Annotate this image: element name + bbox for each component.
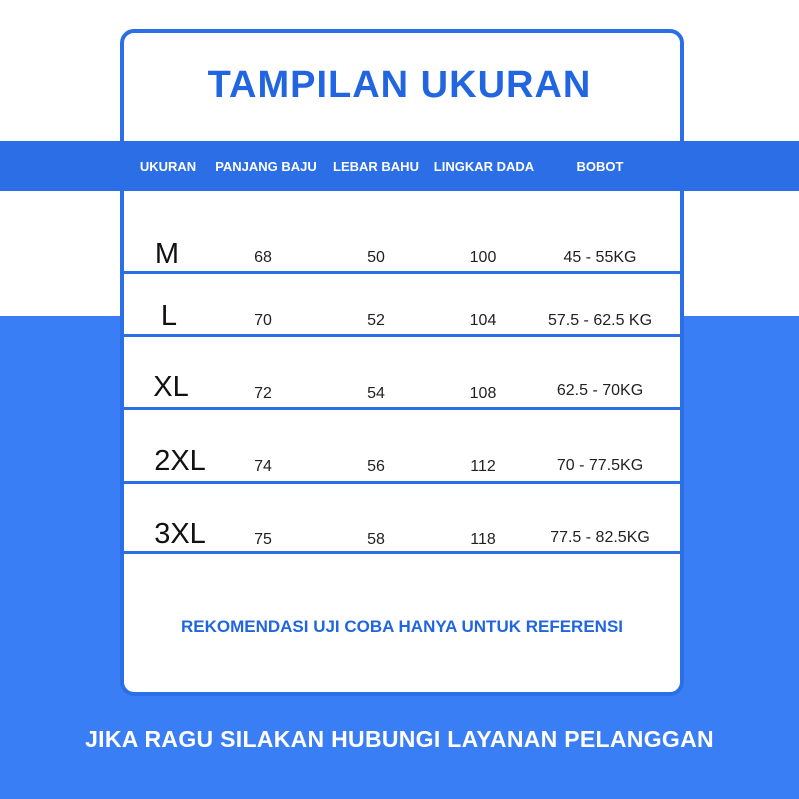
bobot-value: 70 - 77.5KG bbox=[556, 457, 644, 474]
size-label: L bbox=[160, 300, 178, 332]
size-label: XL bbox=[153, 371, 189, 403]
column-header-lebar-bahu: LEBAR BAHU bbox=[333, 159, 419, 174]
lingkar-dada-value: 104 bbox=[469, 312, 497, 329]
lebar-bahu-value: 58 bbox=[367, 531, 385, 548]
bobot-value: 62.5 - 70KG bbox=[556, 382, 644, 399]
size-label: M bbox=[154, 238, 180, 270]
size-label: 2XL bbox=[154, 445, 206, 477]
panjang-baju-value: 70 bbox=[254, 312, 272, 329]
bobot-value: 57.5 - 62.5 KG bbox=[547, 312, 653, 329]
panjang-baju-value: 72 bbox=[254, 385, 272, 402]
lebar-bahu-value: 52 bbox=[367, 312, 385, 329]
size-chart-card bbox=[120, 29, 684, 696]
column-header-lingkar-dada: LINGKAR DADA bbox=[433, 159, 535, 174]
page-title: TAMPILAN UKURAN bbox=[207, 64, 592, 106]
row-divider bbox=[124, 334, 680, 337]
bobot-value: 45 - 55KG bbox=[563, 249, 637, 266]
column-header-ukuran: UKURAN bbox=[139, 159, 197, 174]
lingkar-dada-value: 100 bbox=[469, 249, 497, 266]
footer-message: JIKA RAGU SILAKAN HUBUNGI LAYANAN PELANGGAN bbox=[85, 726, 714, 752]
panjang-baju-value: 74 bbox=[254, 458, 272, 475]
lebar-bahu-value: 54 bbox=[367, 385, 385, 402]
lingkar-dada-value: 118 bbox=[470, 531, 496, 548]
lingkar-dada-value: 108 bbox=[469, 385, 497, 402]
reference-note: REKOMENDASI UJI COBA HANYA UNTUK REFERENSI bbox=[180, 617, 624, 636]
lebar-bahu-value: 56 bbox=[367, 458, 385, 475]
panjang-baju-value: 75 bbox=[254, 531, 272, 548]
row-divider bbox=[124, 551, 680, 554]
panjang-baju-value: 68 bbox=[254, 249, 272, 266]
row-divider bbox=[124, 407, 680, 410]
row-divider bbox=[124, 271, 680, 274]
bobot-value: 77.5 - 82.5KG bbox=[550, 529, 650, 546]
column-header-panjang-baju: PANJANG BAJU bbox=[215, 159, 317, 174]
column-header-bobot: BOBOT bbox=[576, 159, 624, 174]
lingkar-dada-value: 112 bbox=[470, 458, 496, 475]
size-label: 3XL bbox=[154, 518, 206, 550]
row-divider bbox=[124, 481, 680, 484]
lebar-bahu-value: 50 bbox=[367, 249, 385, 266]
